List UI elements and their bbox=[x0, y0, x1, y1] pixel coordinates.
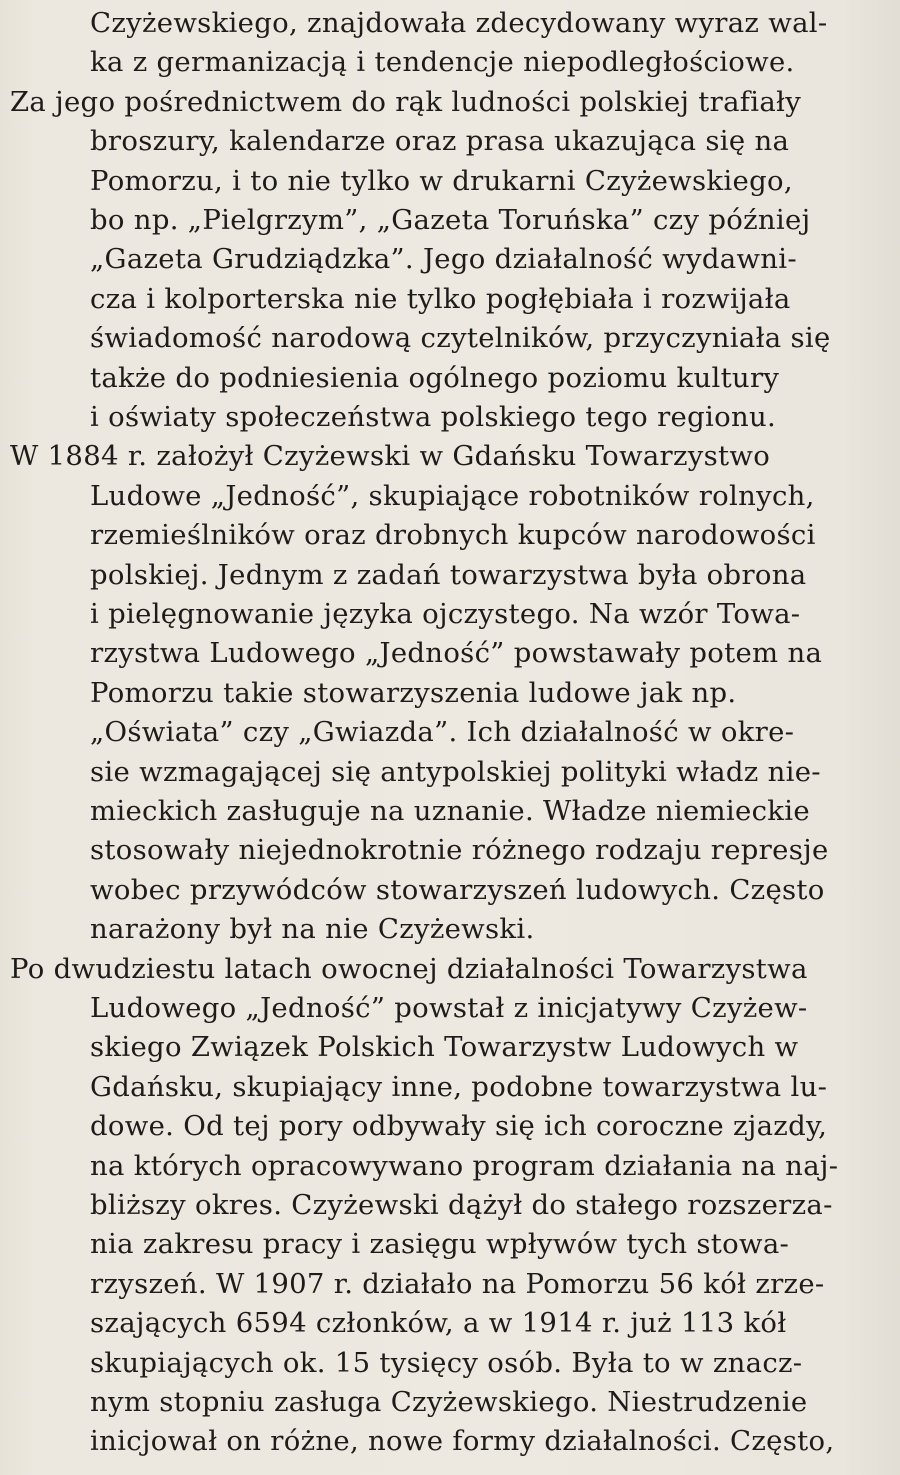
text-line: świadomość narodową czytelników, przyczyniała się bbox=[90, 322, 831, 355]
text-line: „Oświata” czy „Gwiazda”. Ich działalność w okre- bbox=[90, 716, 795, 749]
text-line: bo np. „Pielgrzym”, „Gazeta Toruńska” czy później bbox=[90, 204, 811, 236]
text-line: stosowały niejednokrotnie różnego rodzaju represje bbox=[90, 834, 829, 867]
text-line: Ludowe „Jedność”, skupiające robotników rolnych, bbox=[90, 479, 815, 512]
text-line: na których opracowywano program działania na naj- bbox=[90, 1149, 839, 1182]
text-line: Pomorzu takie stowarzyszenia ludowe jak np. bbox=[90, 676, 737, 709]
text-line: Gdańsku, skupiający inne, podobne towarzystwa lu- bbox=[90, 1070, 828, 1103]
text-line: i oświaty społeczeństwa polskiego tego regionu. bbox=[90, 401, 777, 433]
text-line: rzyszeń. W 1907 r. działało na Pomorzu 56 kół zrze- bbox=[90, 1267, 825, 1300]
text-line: Pomorzu, i to nie tylko w drukarni Czyżewskiego, bbox=[90, 164, 793, 197]
text-line: ka z germanizacją i tendencje niepodległościowe. bbox=[90, 46, 795, 79]
text-line: „Gazeta Grudziądzka”. Jego działalność wydawni- bbox=[90, 243, 797, 276]
text-line: mieckich zasługuje na uznanie. Władze niemieckie bbox=[90, 795, 810, 827]
text-line: wobec przywódców stowarzyszeń ludowych. Często bbox=[90, 873, 825, 906]
text-line: polskiej. Jednym z zadań towarzystwa była obrona bbox=[90, 558, 807, 591]
text-line: szających 6594 członków, a w 1914 r. już 113 kół bbox=[90, 1307, 787, 1340]
text-line: i pielęgnowanie języka ojczystego. Na wzór Towa- bbox=[90, 598, 801, 630]
text-line: dowe. Od tej pory odbywały się ich coroczne zjazdy, bbox=[90, 1110, 828, 1143]
text-line: skiego Związek Polskich Towarzystw Ludowych w bbox=[90, 1031, 799, 1064]
text-line: Za jego pośrednictwem do rąk ludności polskiej trafiały bbox=[10, 85, 802, 118]
text-line: broszury, kalendarze oraz prasa ukazująca się na bbox=[90, 125, 790, 158]
page-edge-shadow bbox=[844, 0, 900, 1475]
text-line: Ludowego „Jedność” powstał z inicjatywy Czyżew- bbox=[90, 992, 808, 1024]
text-line: W 1884 r. założył Czyżewski w Gdańsku Towarzystwo bbox=[10, 440, 771, 473]
text-line: narażony był na nie Czyżewski. bbox=[90, 913, 535, 946]
text-line: inicjował on różne, nowe formy działalności. Często, bbox=[90, 1425, 835, 1458]
text-line: skupiających ok. 15 tysięcy osób. Była to w znacz- bbox=[90, 1346, 803, 1379]
text-line: sie wzmagającej się antypolskiej polityki władz nie- bbox=[90, 755, 821, 788]
text-line: rzystwa Ludowego „Jedność” powstawały potem na bbox=[90, 637, 823, 670]
text-line: także do podniesienia ogólnego poziomu kultury bbox=[90, 361, 780, 394]
text-line: nym stopniu zasługa Czyżewskiego. Niestrudzenie bbox=[90, 1386, 808, 1418]
text-line: nia zakresu pracy i zasięgu wpływów tych stowa- bbox=[90, 1228, 790, 1261]
text-line: rzemieślników oraz drobnych kupców narodowości bbox=[90, 519, 816, 552]
text-line: Po dwudziestu latach owocnej działalności Towarzystwa bbox=[10, 952, 808, 985]
text-line: cza i kolporterska nie tylko pogłębiała i rozwijała bbox=[90, 282, 791, 315]
text-line: bliższy okres. Czyżewski dążył do stałego rozszerza- bbox=[90, 1189, 833, 1221]
text-line: Czyżewskiego, znajdowała zdecydowany wyraz wal- bbox=[90, 7, 828, 39]
